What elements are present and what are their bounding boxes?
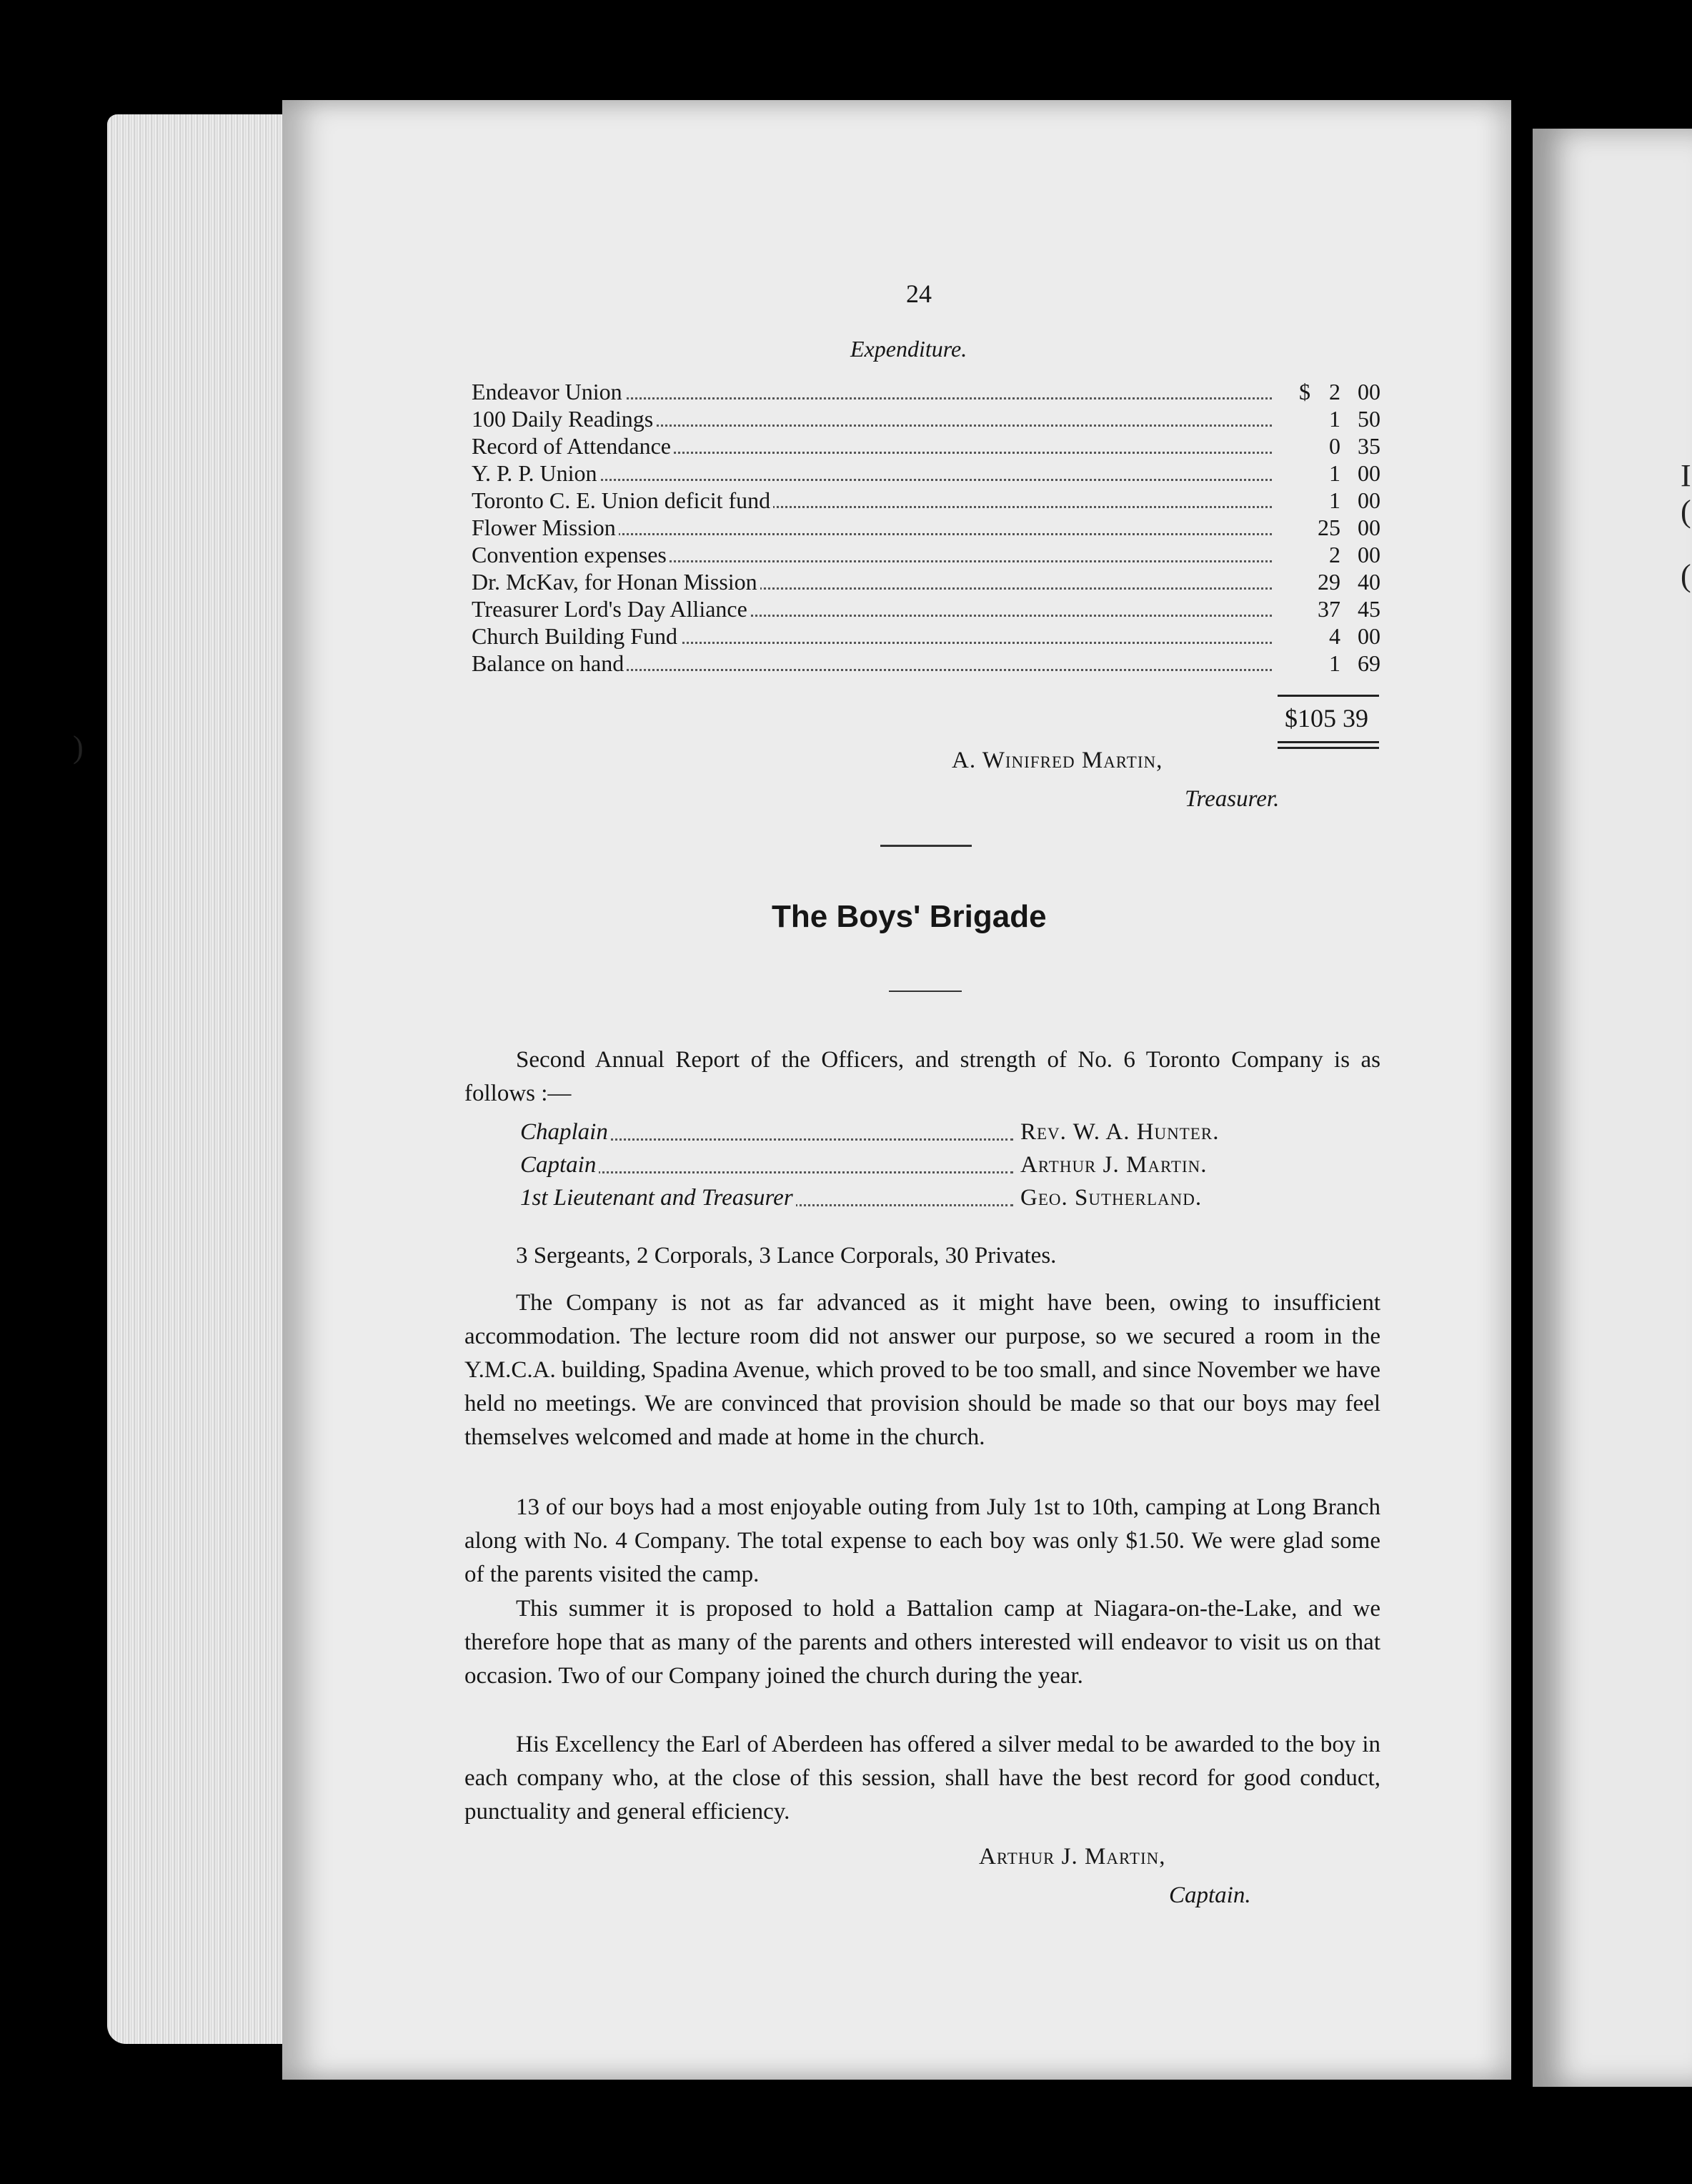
captain-signature-name: Arthur J. Martin, bbox=[979, 1844, 1166, 1870]
ledger-item-label: Balance on hand bbox=[472, 650, 627, 677]
left-margin-mark: ) bbox=[73, 730, 84, 765]
officer-list bbox=[520, 1119, 1306, 1218]
brigade-title: The Boys' Brigade bbox=[772, 899, 1047, 934]
brigade-paragraph-accommodation: The Company is not as far advanced as it might have been, owing to insufficient accommodation. The lecture room did not answer our purpose, so we secured a room in the Y.M.C.A. building, Spadina Avenue, which proved to be too small, and since November we have held no meetings. We are convinced that provision should be made so that our boys may feel themselves welcomed and made at home in the church. bbox=[464, 1290, 1380, 1450]
ledger-cents: 00 bbox=[1358, 379, 1380, 404]
ledger-item-label: Dr. McKav, for Honan Mission bbox=[472, 569, 760, 595]
ledger-item-label: Treasurer Lord's Day Alliance bbox=[472, 596, 750, 622]
ledger-dollar-sign: $ bbox=[1299, 379, 1310, 404]
ledger-row bbox=[472, 406, 1380, 433]
ledger-item-label: Toronto C. E. Union deficit fund bbox=[472, 487, 773, 514]
officer-row bbox=[520, 1119, 1306, 1152]
ledger-item-label: Record of Attendance bbox=[472, 433, 674, 460]
ledger-dollars: 1 bbox=[1329, 460, 1340, 486]
captain-signature-title: Captain. bbox=[1169, 1882, 1251, 1908]
officer-role: 1st Lieutenant and Treasurer bbox=[520, 1185, 796, 1211]
ledger-cents: 50 bbox=[1358, 406, 1380, 432]
officer-name: Arthur J. Martin. bbox=[1017, 1152, 1207, 1178]
brigade-paragraph-battalion: This summer it is proposed to hold a Battalion camp at Niagara-on-the-Lake, and we therefore hope that as many of the parents and others interested will endeavor to visit us on that occasion. Two of our Company joined the church during the year. bbox=[464, 1596, 1380, 1689]
facing-page-fragment-3: ( bbox=[1681, 558, 1691, 593]
section-divider bbox=[880, 845, 972, 847]
ledger-dollars: 25 bbox=[1318, 515, 1340, 540]
total-rule-top bbox=[1278, 695, 1379, 697]
facing-page-fragment-1: I bbox=[1681, 458, 1691, 493]
ledger-cents: 00 bbox=[1358, 460, 1380, 486]
ledger-dollars: 2 bbox=[1329, 379, 1340, 404]
ledger-cents: 00 bbox=[1358, 623, 1380, 649]
facing-page-fragment-2: ( bbox=[1681, 494, 1691, 529]
brigade-paragraph-medal: His Excellency the Earl of Aberdeen has offered a silver medal to be awarded to the boy in each company who, at the close of this session, shall have the best record for good conduct, punctuality and general efficiency. bbox=[464, 1732, 1380, 1825]
ledger-dollars: 37 bbox=[1318, 596, 1340, 622]
ledger-cents: 35 bbox=[1358, 433, 1380, 459]
treasurer-signature-name: A. Winifred Martin, bbox=[952, 748, 1163, 773]
expenditure-heading: Expenditure. bbox=[850, 336, 967, 362]
title-underline-rule bbox=[889, 991, 962, 992]
ledger-row bbox=[472, 515, 1380, 542]
expenditure-total: $105 39 bbox=[1285, 704, 1368, 733]
ledger-row bbox=[472, 650, 1380, 677]
expenditure-ledger bbox=[472, 379, 1380, 677]
officer-name: Rev. W. A. Hunter. bbox=[1017, 1119, 1219, 1146]
ledger-cents: 69 bbox=[1358, 650, 1380, 676]
total-rule-double-1 bbox=[1278, 741, 1379, 743]
ledger-item-label: Church Building Fund bbox=[472, 623, 680, 650]
ledger-row bbox=[472, 487, 1380, 515]
ledger-dollars: 1 bbox=[1329, 487, 1340, 513]
facing-page bbox=[1533, 129, 1692, 2087]
page-number: 24 bbox=[906, 279, 932, 308]
brigade-strength: 3 Sergeants, 2 Corporals, 3 Lance Corporals, 30 Privates. bbox=[516, 1243, 1057, 1269]
ledger-item-label: Y. P. P. Union bbox=[472, 460, 599, 487]
officer-role: Chaplain bbox=[520, 1119, 611, 1146]
ledger-cents: 00 bbox=[1358, 542, 1380, 567]
brigade-intro: Second Annual Report of the Officers, and strength of No. 6 Toronto Company is as follows :— bbox=[464, 1047, 1380, 1106]
ledger-row bbox=[472, 460, 1380, 487]
ledger-row bbox=[472, 433, 1380, 460]
officer-row bbox=[520, 1152, 1306, 1185]
officer-role: Captain bbox=[520, 1152, 599, 1178]
ledger-row bbox=[472, 596, 1380, 623]
ledger-dollars: 4 bbox=[1329, 623, 1340, 649]
ledger-dollars: 29 bbox=[1318, 569, 1340, 595]
ledger-row bbox=[472, 542, 1380, 569]
officer-name: Geo. Sutherland. bbox=[1017, 1185, 1202, 1211]
ledger-cents: 45 bbox=[1358, 596, 1380, 622]
ledger-row bbox=[472, 569, 1380, 596]
ledger-dollars: 1 bbox=[1329, 650, 1340, 676]
ledger-item-label: Flower Mission bbox=[472, 515, 619, 541]
treasurer-signature-title: Treasurer. bbox=[1185, 786, 1280, 812]
total-rule-double-2 bbox=[1278, 747, 1379, 749]
ledger-item-label: Convention expenses bbox=[472, 542, 670, 568]
ledger-cents: 00 bbox=[1358, 515, 1380, 540]
ledger-dollars: 1 bbox=[1329, 406, 1340, 432]
ledger-item-label: Endeavor Union bbox=[472, 379, 625, 405]
ledger-cents: 40 bbox=[1358, 569, 1380, 595]
ledger-dollars: 0 bbox=[1329, 433, 1340, 459]
ledger-item-label: 100 Daily Readings bbox=[472, 406, 656, 432]
ledger-row bbox=[472, 623, 1380, 650]
ledger-dollars: 2 bbox=[1329, 542, 1340, 567]
book-page-edges bbox=[107, 114, 293, 2044]
brigade-paragraph-camping: 13 of our boys had a most enjoyable outing from July 1st to 10th, camping at Long Branch along with No. 4 Company. The total expense to each boy was only $1.50. We were glad some of the parents visited the camp. bbox=[464, 1494, 1380, 1587]
officer-row bbox=[520, 1185, 1306, 1218]
ledger-cents: 00 bbox=[1358, 487, 1380, 513]
ledger-row bbox=[472, 379, 1380, 406]
